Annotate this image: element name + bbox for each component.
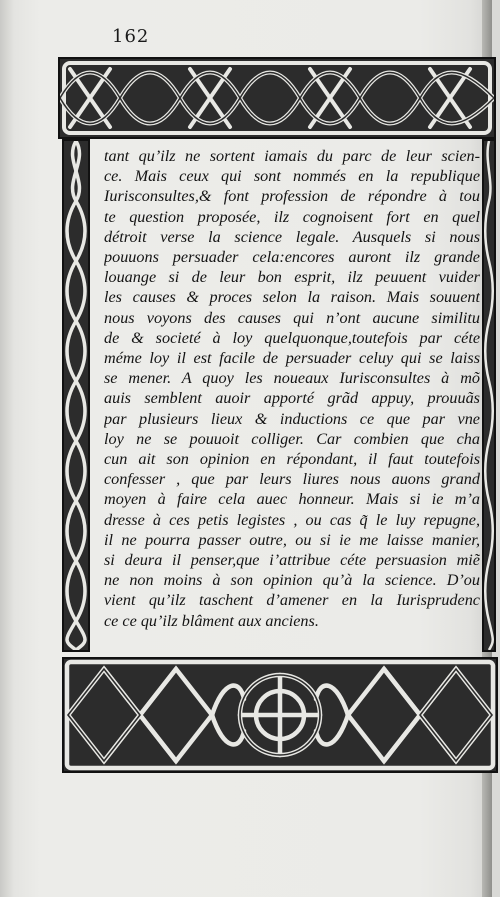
text-line: méme loy il est facile de persuader celuy qui se laiss bbox=[104, 349, 480, 368]
text-line: dresse à ces petis legistes , ou cas q̃ le luy repugne, bbox=[104, 510, 480, 529]
text-line: il ne pourra passer outre, ou si ie me laisse manier, bbox=[104, 530, 480, 549]
body-text bbox=[104, 146, 480, 630]
left-ornament-column bbox=[62, 139, 90, 652]
knotwork-column-icon bbox=[484, 141, 494, 650]
text-line: de & societé à loy quelquonque,toutefois par céte bbox=[104, 328, 480, 347]
text-line: par plusieurs lieux & inductions ce que par vne bbox=[104, 409, 480, 428]
text-line: te question proposée, ilz cognoisent fort en quel bbox=[104, 207, 480, 226]
text-line: ce ce qu’ilz blâment aux anciens. bbox=[104, 611, 319, 630]
text-line: se mener. A quoy les noueaux Iurisconsultes à mõ bbox=[104, 369, 480, 388]
text-line: moyen à faire cela auec honneur. Mais si ie m’a bbox=[104, 490, 480, 509]
knotwork-border-icon bbox=[60, 59, 494, 137]
text-line: vient qu’ilz taschent d’amener en la Iurisprudenc bbox=[104, 591, 480, 610]
interlace-border-icon bbox=[64, 659, 496, 771]
text-line: détroit verse la science legale. Ausquels si nous bbox=[104, 227, 480, 246]
bottom-ornament-band bbox=[62, 657, 498, 773]
text-line: si deura il penser,que i’attribue céte persuasion miẽ bbox=[104, 551, 480, 570]
text-line: tant qu’ilz ne sortent iamais du parc de leur scien- bbox=[104, 147, 480, 165]
text-line: confesser , que par leurs liures nous auons grand bbox=[104, 470, 480, 489]
text-line: ne non moins à son opinion qu’à la science. D’ou bbox=[104, 571, 480, 590]
knotwork-column-icon bbox=[64, 141, 88, 650]
text-line: pouuons persuader cela:encores auront ilz grande bbox=[104, 248, 480, 267]
top-ornament-band bbox=[58, 57, 496, 139]
right-ornament-column bbox=[482, 139, 496, 652]
text-line: auis semblent auoir apporté grãd appuy, prouuãs bbox=[104, 389, 480, 408]
page-number: 162 bbox=[112, 26, 150, 47]
text-line: cun ait son opinion en répondant, il faut toutefois bbox=[104, 450, 480, 469]
text-line: loy ne se pouuoit colliger. Car combien que cha bbox=[104, 429, 480, 448]
text-line: nous voyons des causes qui n’ont aucune similitu bbox=[104, 308, 480, 327]
text-line: Iurisconsultes,& font profession de répondre à tou bbox=[104, 187, 480, 206]
text-line: louange si de leur bon esprit, ilz peuuent vuider bbox=[104, 268, 480, 287]
text-line: les causes & proces selon la raison. Mais souuent bbox=[104, 288, 480, 307]
text-line: ce. Mais ceux qui sont nommés en la republique bbox=[104, 167, 480, 186]
